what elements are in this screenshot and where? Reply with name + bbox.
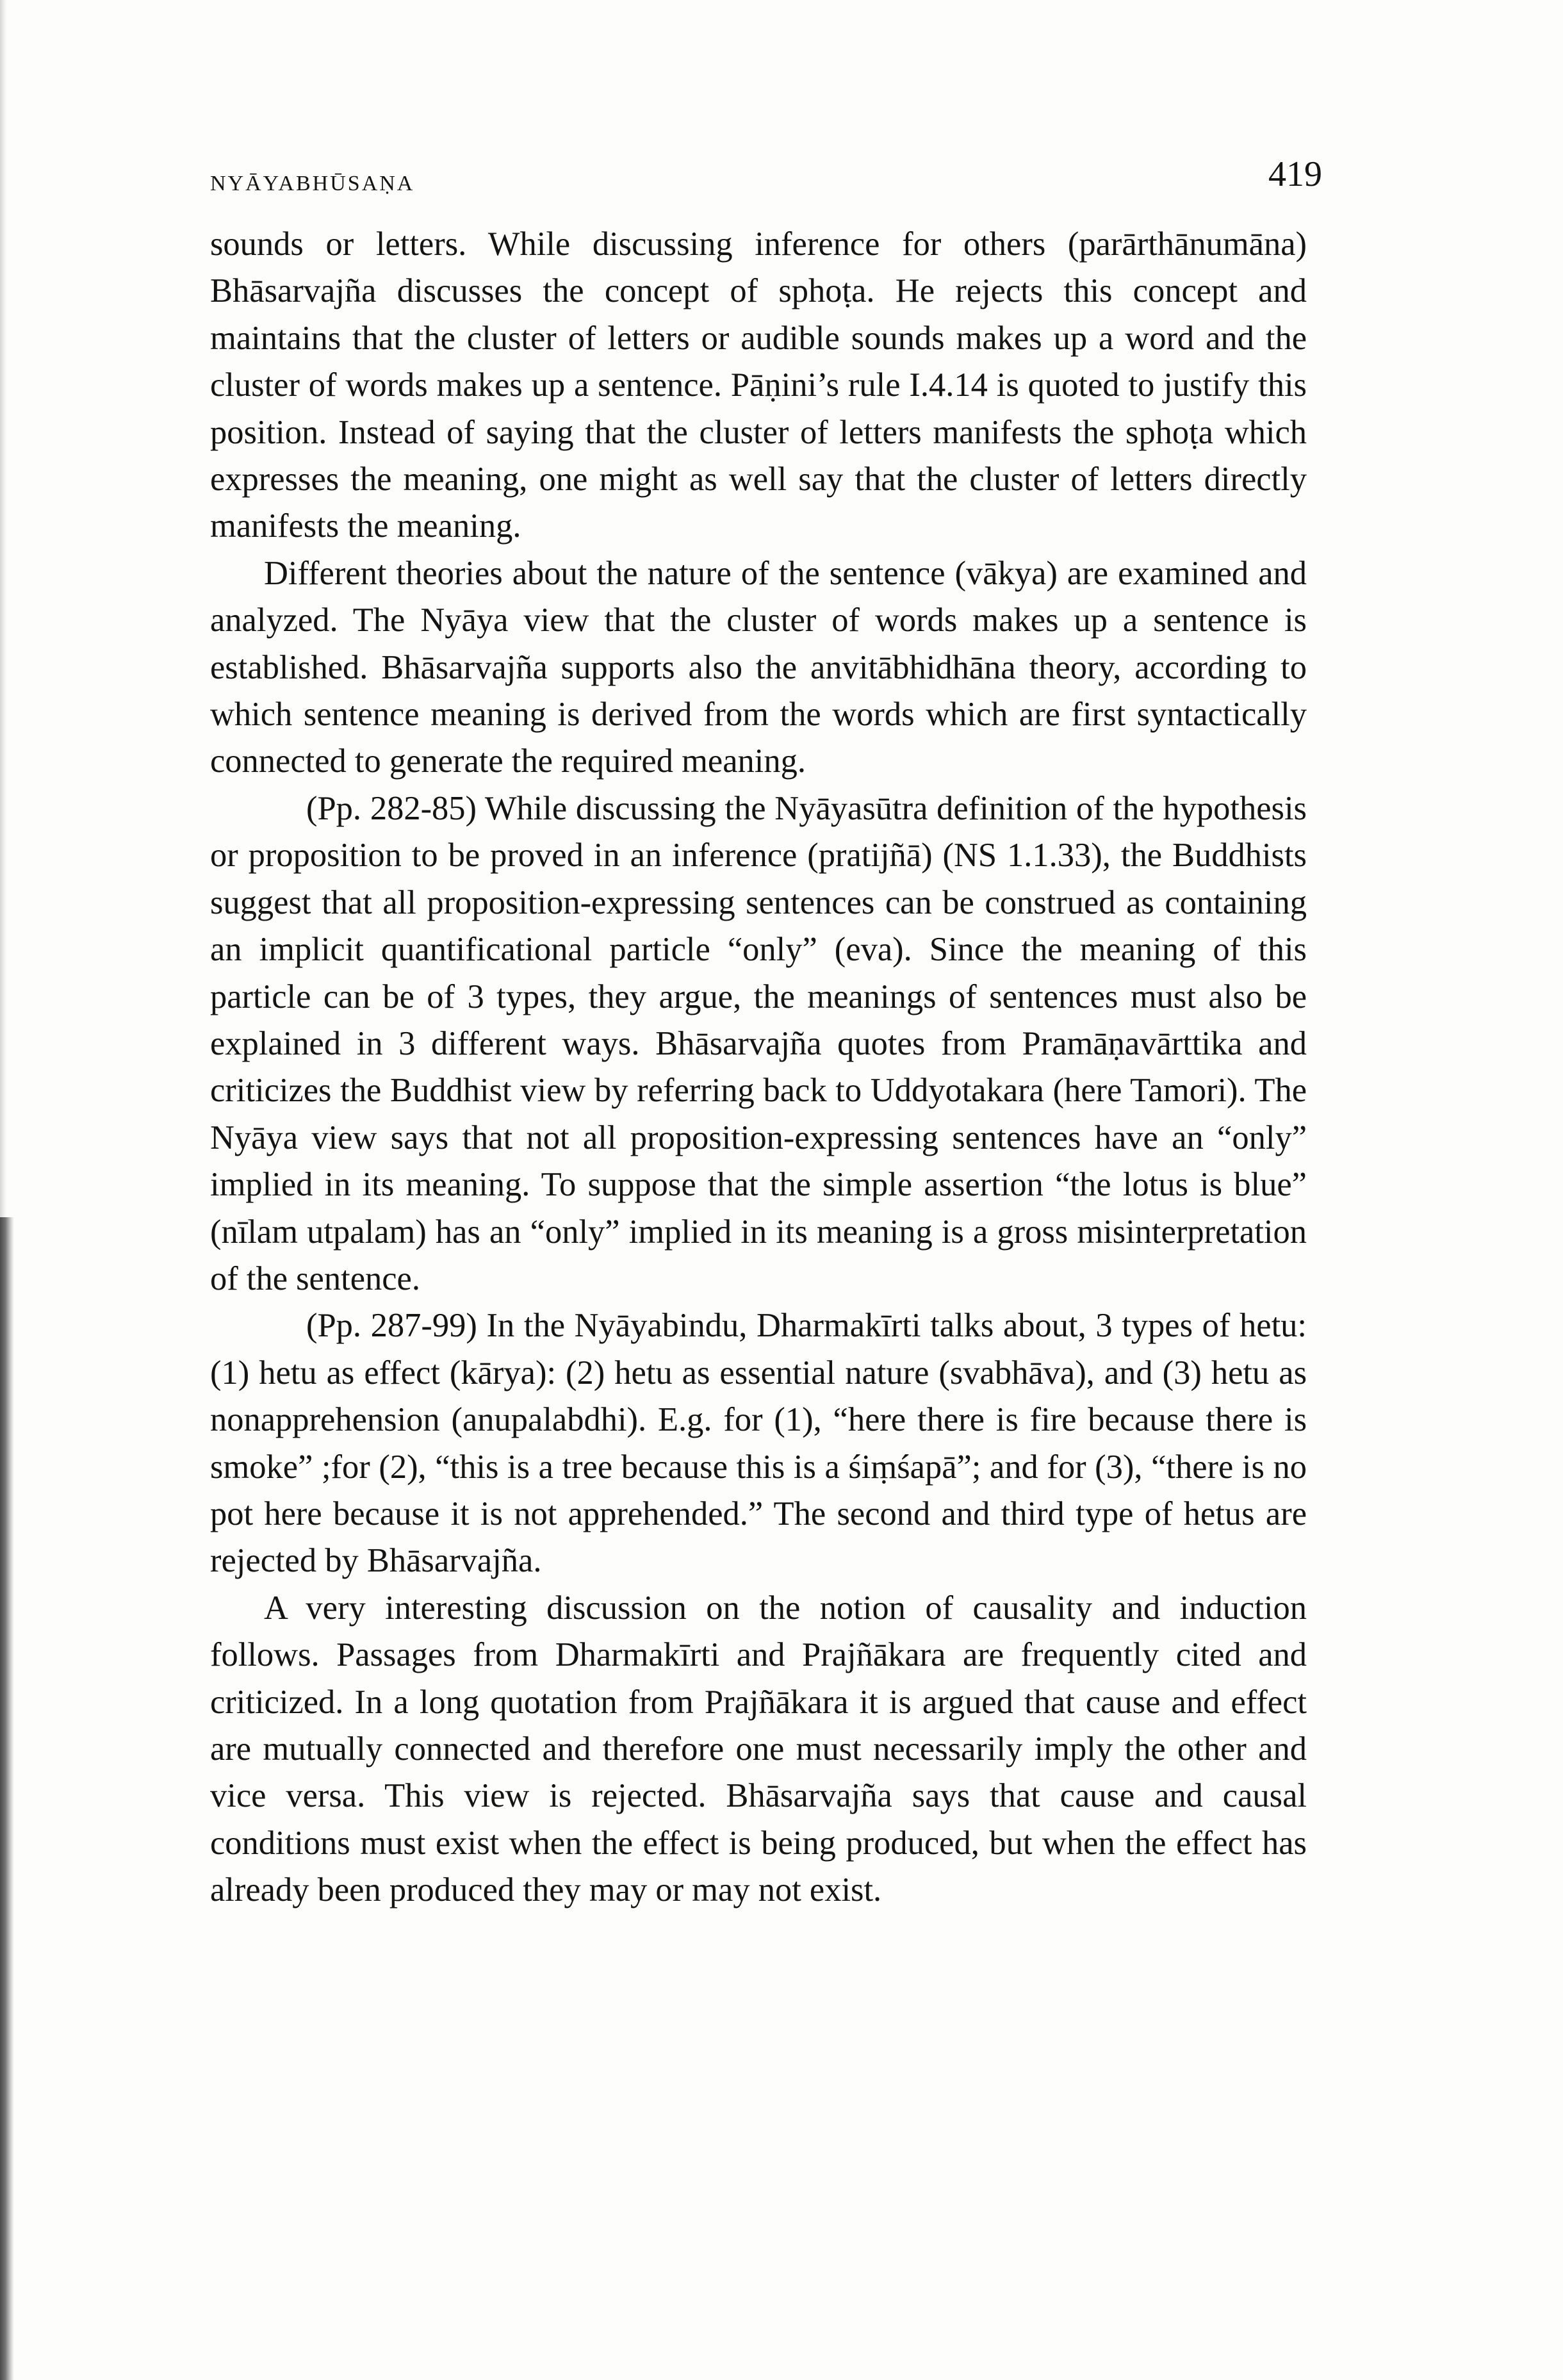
running-head: NYĀYABHŪSAṆA	[210, 172, 415, 195]
binding-shadow	[0, 1217, 14, 2380]
paragraph-pratijna: (Pp. 282-85) While discussing the Nyāyasūtra definition of the hypothesis or proposition to be proved in an inference (pratijñā) (NS 1.1.33), the Buddhists suggest that all proposition-expressing sentences can be construed as containing an implicit quantificational particle “only” (eva). Since the meaning of this particle can be of 3 types, they argue, the meanings of sentences must also be explained in 3 different ways. Bhāsarvajña quotes from Pramāṇavārttika and criticizes the Buddhist view by referring back to Uddyotakara (here Tamori). The Nyāya view says that not all proposition-expressing sentences have an “only” implied in its meaning. To suppose that the simple assertion “the lotus is blue” (nīlam utpalam) has an “only” implied in its meaning is a gross misinterpretation of the sentence.	[210, 789, 1307, 1297]
paragraph-causality: A very interesting discussion on the notion of causality and induction follows. Passages from Dharmakīrti and Prajñākara are frequently cited and criticized. In a long quotation from Prajñākara it is argued that cause and effect are mutually connected and therefore one must necessarily imply the other and vice versa. This view is rejected. Bhāsarvajña says that cause and causal conditions must exist when the effect is being produced, but when the effect has already been produced they may or may not exist.	[210, 1589, 1307, 1909]
page-number: 419	[1268, 154, 1322, 194]
paragraph-hetu-types: (Pp. 287-99) In the Nyāyabindu, Dharmakīrti talks about, 3 types of hetu: (1) hetu as effect (kārya): (2) hetu as essential nature (svabhāva), and (3) hetu as nonapprehension (anupalabdhi). E.g. for (1), “here there is fire because there is smoke” ;for (2), “this is a tree because this is a śiṃśapā”; and for (3), “there is no pot here because it is not apprehended.” The second and third type of hetus are rejected by Bhāsarvajña.	[210, 1307, 1307, 1580]
binding-shadow-top	[0, 0, 6, 1217]
body-text	[210, 221, 1307, 1914]
paragraph-sentence-theories: Different theories about the nature of the sentence (vākya) are examined and analyzed. The Nyāya view that the cluster of words makes up a sentence is established. Bhāsarvajña supports also the anvitābhidhāna theory, according to which sentence meaning is derived from the words which are first syntactically connected to generate the required meaning.	[210, 554, 1307, 780]
paragraph-sphota: sounds or letters. While discussing inference for others (parārthānumāna) Bhāsarvajña discusses the concept of sphoṭa. He rejects this concept and maintains that the cluster of letters or audible sounds makes up a word and the cluster of words makes up a sentence. Pāṇini’s rule I.4.14 is quoted to justify this position. Instead of saying that the cluster of letters manifests the sphoṭa which expresses the meaning, one might as well say that the cluster of letters directly manifests the meaning.	[210, 226, 1307, 545]
